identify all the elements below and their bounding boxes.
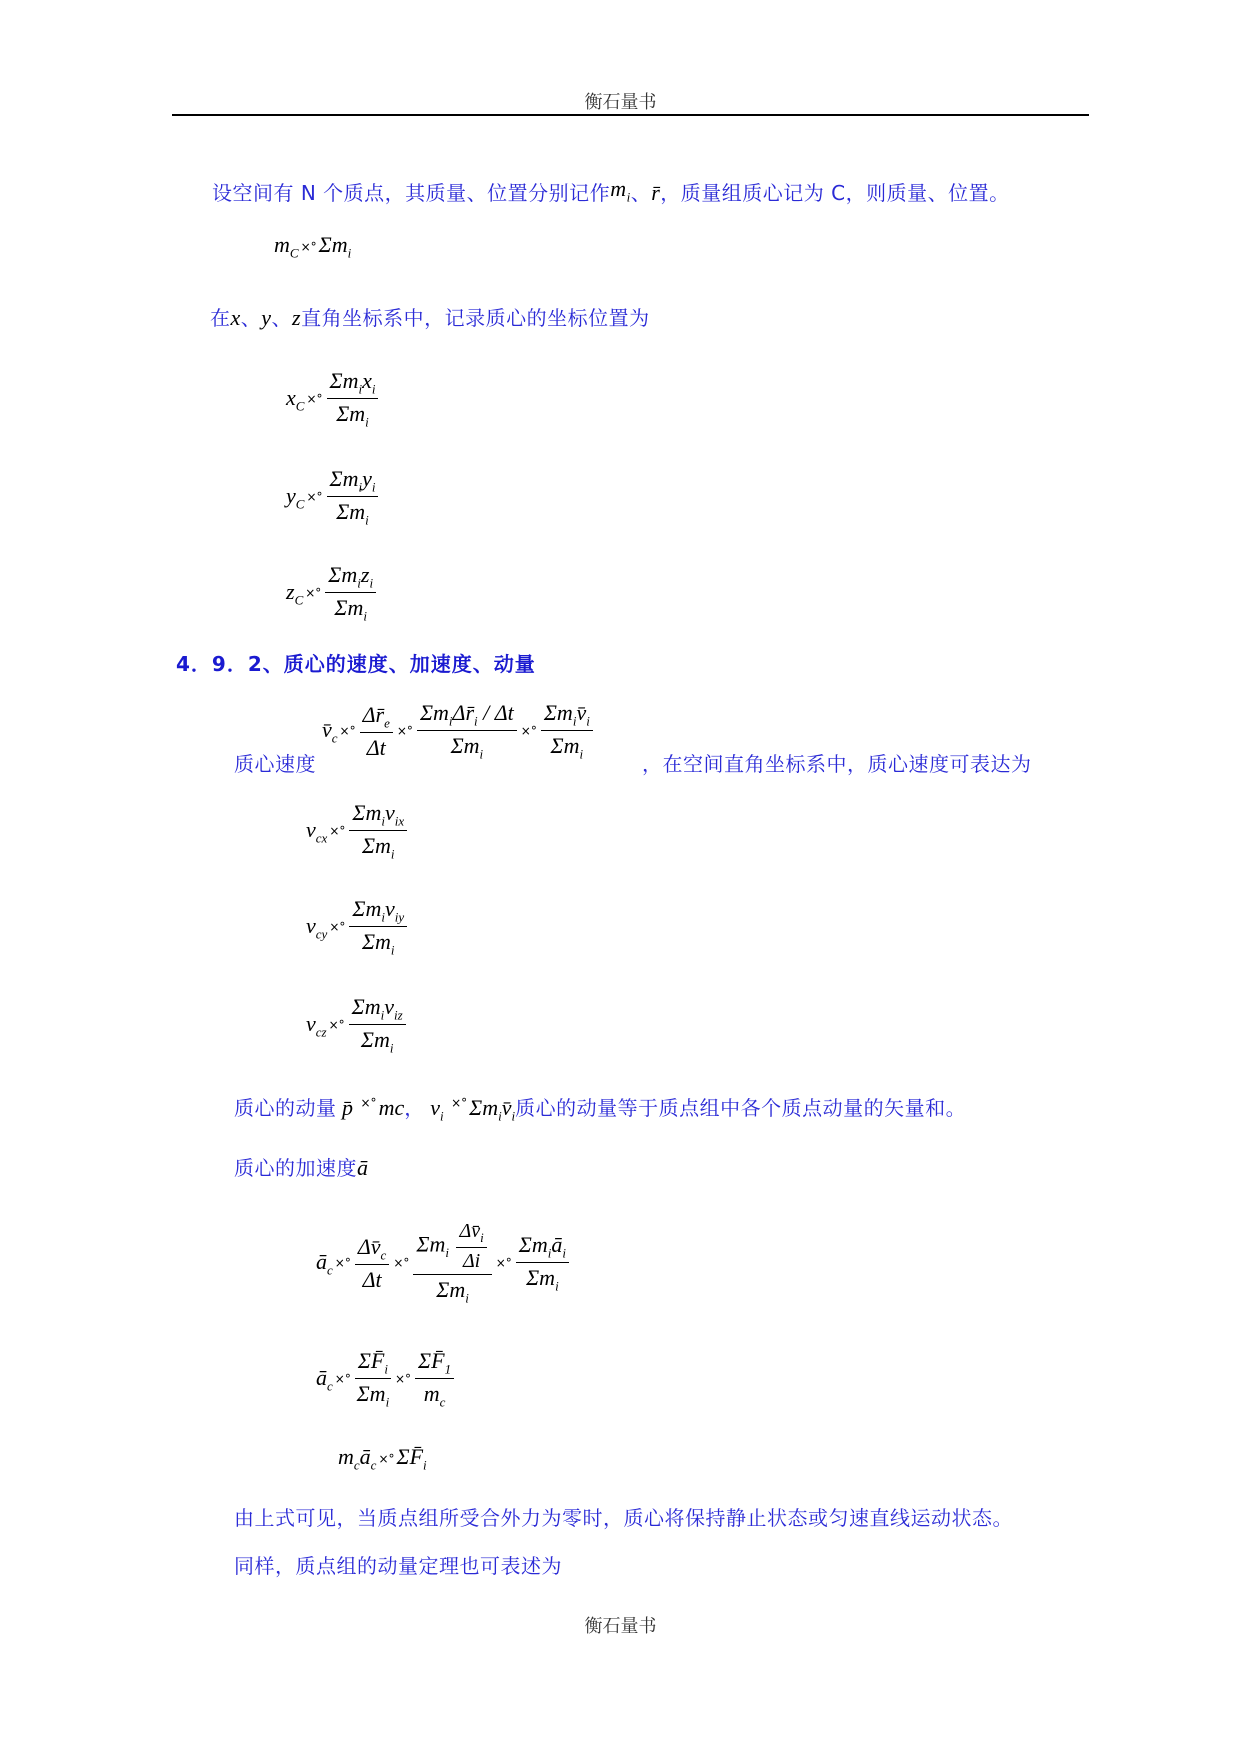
acceleration-label: 质心的加速度 [234, 1156, 357, 1180]
position-symbol: r̄ [651, 180, 661, 205]
eq-total-mass: $m_C$ ×° $\Sigma m_i$ [274, 232, 352, 261]
eq-zc: $z_C$ ×° $\frac{\Sigma m_iz_i}{\Sigma m_i}$ [286, 562, 378, 625]
momentum-label: 质心的动量 [234, 1096, 337, 1120]
page-footer: 衡石量书 [584, 1616, 657, 1637]
momentum-paragraph: 质心的动量 p̄ ×°mc， $v_i$ $\times^\circ\Sigma m_iv̄_i$质心的动量等于质点组中各个质点动量的矢量和。 [234, 1095, 967, 1124]
velocity-label: 质心速度 [234, 752, 316, 776]
page-header: 衡石量书 [584, 92, 657, 113]
acceleration-paragraph: 质心的加速度ā [234, 1155, 368, 1180]
eq-yc: $y_C$ ×° $\frac{\Sigma m_iy_i}{\Sigma m_i}$ [286, 466, 380, 529]
momentum-text: 质心的动量等于质点组中各个质点动量的矢量和。 [515, 1096, 967, 1120]
eq-vcx: $v_{cx}$ ×° $\frac{\Sigma m_iv_{ix}}{\Sigma m_i}$ [306, 800, 409, 863]
intro-text-after: ，质量组质心记为 C，则质量、位置。 [660, 181, 1010, 205]
section-heading: 4．9．2、质心的速度、加速度、动量 [176, 652, 536, 676]
eq-xc: $x_C$ ×° $\frac{\Sigma m_ix_i}{\Sigma m_i}$ [286, 368, 380, 431]
closing-line-1: 由上式可见，当质点组所受合外力为零时，质心将保持静止状态或匀速直线运动状态。 [234, 1506, 1013, 1530]
eq-vcz: $v_{cz}$ ×° $\frac{\Sigma m_iv_{iz}}{\Sigma m_i}$ [306, 994, 408, 1057]
intro-sep: 、 [630, 181, 652, 205]
coord-prefix: 在 [210, 306, 231, 330]
intro-paragraph [212, 176, 1010, 206]
eq-acceleration: $ā_c$ ×° $\frac{\Delta v̄_c}{\Delta t}$ ×° $\Sigma m_i$ $\frac{\Delta v̄_i}{\Delta i}$ $\Sigma m_i$ ×° $\frac{\Sigma m_iā_i}{\Sigma m_i}$ [316, 1220, 571, 1306]
coord-text: 直角坐标系中，记录质心的坐标位置为 [301, 306, 650, 330]
eq-velocity: $v̄_c$ ×° $\frac{\Delta r̄_e}{\Delta t}$ ×° $\frac{\Sigma m_i\Delta r̄_i / \Delta t}{\Sigma m_i}$ ×° $\frac{\Sigma m_iv̄_i}{\Sigma m_i}$ [322, 700, 595, 763]
eq-newton: $m_cā_c$ ×° $\Sigma F̄_i$ [338, 1444, 427, 1473]
mass-symbol: $m_i$ [610, 176, 631, 205]
coord-paragraph: 在x、y、z直角坐标系中，记录质心的坐标位置为 [210, 305, 650, 330]
eq-acceleration-force: $ā_c$ ×° $\frac{\Sigma F̄_i}{\Sigma m_i}$ ×° $\frac{\Sigma F̄_1}{m_c}$ [316, 1348, 456, 1411]
closing-line-2: 同样，质点组的动量定理也可表述为 [234, 1554, 562, 1578]
intro-text-before: 设空间有 N 个质点，其质量、位置分别记作 [212, 181, 611, 205]
eq-vcy: $v_{cy}$ ×° $\frac{\Sigma m_iv_{iy}}{\Sigma m_i}$ [306, 896, 409, 959]
header-rule [172, 114, 1089, 116]
velocity-text: ，在空间直角坐标系中，质心速度可表达为 [642, 752, 1032, 776]
